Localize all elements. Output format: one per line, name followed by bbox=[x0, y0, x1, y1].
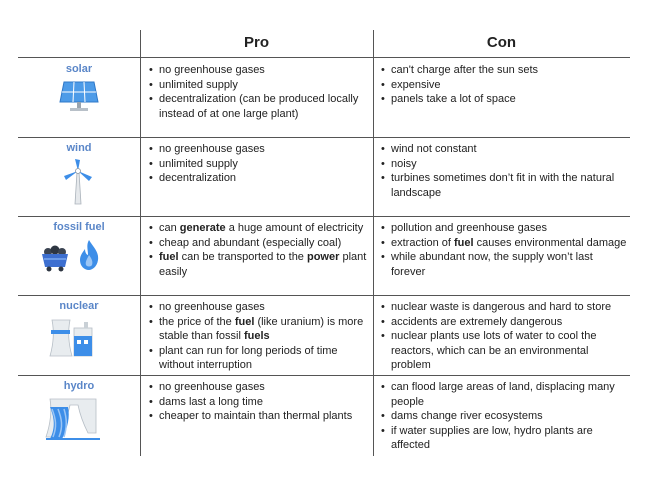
pros-wind bbox=[148, 142, 370, 186]
list-item: • expensive bbox=[380, 78, 628, 93]
pros-cons-table bbox=[18, 30, 630, 456]
cons-hydro bbox=[380, 380, 628, 453]
row-divider bbox=[18, 137, 630, 138]
list-item: • turbines sometimes don’t fit in with the natural landscape bbox=[380, 171, 628, 200]
row-label-hydro: hydro bbox=[63, 380, 95, 392]
list-item: • decentralization bbox=[148, 171, 370, 186]
row-divider bbox=[18, 216, 630, 217]
list-item: • while abundant now, the supply won’t last forever bbox=[380, 250, 628, 279]
row-divider bbox=[18, 57, 630, 58]
list-item: • nuclear waste is dangerous and hard to store bbox=[380, 300, 628, 315]
list-item: • no greenhouse gases bbox=[148, 142, 370, 157]
cons-solar bbox=[380, 63, 628, 107]
row-label-wind: wind bbox=[66, 142, 92, 154]
list-item: • pollution and greenhouse gases bbox=[380, 221, 628, 236]
list-item: • dams change river ecosystems bbox=[380, 409, 628, 424]
flame-icon bbox=[78, 239, 100, 271]
cons-wind bbox=[380, 142, 628, 200]
pros-solar bbox=[148, 63, 370, 121]
row-divider bbox=[18, 295, 630, 296]
list-item: • decentralization (can be produced locally instead of at one large plant) bbox=[148, 92, 370, 121]
dam-icon bbox=[44, 397, 102, 441]
list-item: • unlimited supply bbox=[148, 157, 370, 172]
list-item: • extraction of fuel causes environmental damage bbox=[380, 236, 628, 251]
pros-fossil-fuel bbox=[148, 221, 370, 279]
row-label-solar: solar bbox=[65, 63, 93, 75]
coal-cart-icon bbox=[40, 243, 70, 273]
column-divider bbox=[373, 30, 374, 456]
list-item: • fuel can be transported to the power plant easily bbox=[148, 250, 370, 279]
list-item: • can generate a huge amount of electricity bbox=[148, 221, 370, 236]
list-item: • no greenhouse gases bbox=[148, 300, 370, 315]
con-header: Con bbox=[486, 34, 517, 51]
cons-fossil-fuel bbox=[380, 221, 628, 279]
list-item: • cheaper to maintain than thermal plants bbox=[148, 409, 370, 424]
solar-panel-icon bbox=[58, 80, 100, 112]
list-item: • no greenhouse gases bbox=[148, 380, 370, 395]
wind-turbine-icon bbox=[60, 158, 96, 206]
row-divider bbox=[18, 375, 630, 376]
list-item: • can flood large areas of land, displacing many people bbox=[380, 380, 628, 409]
row-label-fossil: fossil fuel bbox=[53, 221, 105, 233]
list-item: • panels take a lot of space bbox=[380, 92, 628, 107]
list-item: • wind not constant bbox=[380, 142, 628, 157]
cooling-tower-icon bbox=[48, 318, 100, 358]
list-item: • noisy bbox=[380, 157, 628, 172]
list-item: • can't charge after the sun sets bbox=[380, 63, 628, 78]
list-item: • plant can run for long periods of time without interruption bbox=[148, 344, 370, 373]
list-item: • no greenhouse gases bbox=[148, 63, 370, 78]
list-item: • cheap and abundant (especially coal) bbox=[148, 236, 370, 251]
column-divider bbox=[140, 30, 141, 456]
row-label-nuclear: nuclear bbox=[59, 300, 99, 312]
list-item: • the price of the fuel (like uranium) is more stable than fossil fuels bbox=[148, 315, 370, 344]
list-item: • unlimited supply bbox=[148, 78, 370, 93]
pro-header: Pro bbox=[243, 34, 269, 51]
list-item: • nuclear plants use lots of water to cool the reactors, which can be an environmental problem bbox=[380, 329, 628, 373]
list-item: • dams last a long time bbox=[148, 395, 370, 410]
list-item: • accidents are extremely dangerous bbox=[380, 315, 628, 330]
list-item: • if water supplies are low, hydro plants are affected bbox=[380, 424, 628, 453]
pros-hydro bbox=[148, 380, 370, 424]
cons-nuclear bbox=[380, 300, 628, 373]
pros-nuclear bbox=[148, 300, 370, 373]
